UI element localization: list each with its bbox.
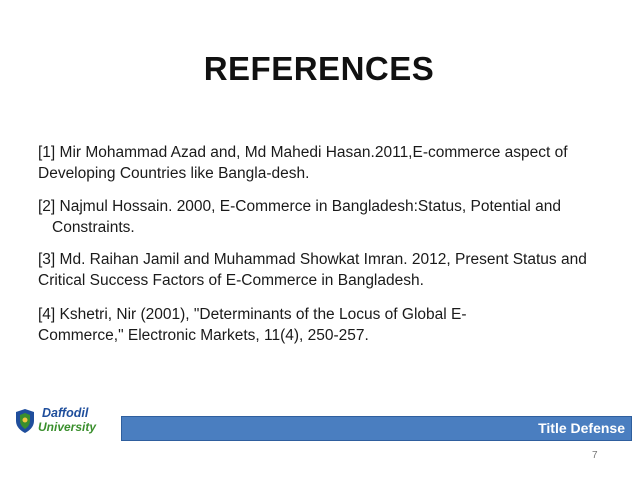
reference-1: [1] Mir Mohammad Azad and, Md Mahedi Hasan.2011,E-commerce aspect of Developing Countries like Bangla-desh. (38, 144, 568, 182)
university-logo (14, 406, 114, 440)
footer-label: Title Defense (538, 420, 625, 436)
slide-title: REFERENCES (203, 50, 435, 87)
reference-4: [4] Kshetri, Nir (2001), "Determinants of the Locus of Global E-Commerce," Electronic Markets, 11(4), 250-257. (38, 306, 467, 344)
logo-text-daffodil: Daffodil (42, 406, 89, 420)
page-number: 7 (592, 450, 598, 461)
logo-text-university: University (38, 420, 97, 434)
footer-bar (121, 416, 632, 441)
shield-icon (14, 408, 36, 434)
reference-3: [3] Md. Raihan Jamil and Muhammad Showkat Imran. 2012, Present Status and Critical Success Factors of E-Commerce in Bangladesh. (38, 251, 587, 289)
reference-2: [2] Najmul Hossain. 2000, E-Commerce in Bangladesh:Status, Potential and Constraints. (38, 198, 561, 236)
